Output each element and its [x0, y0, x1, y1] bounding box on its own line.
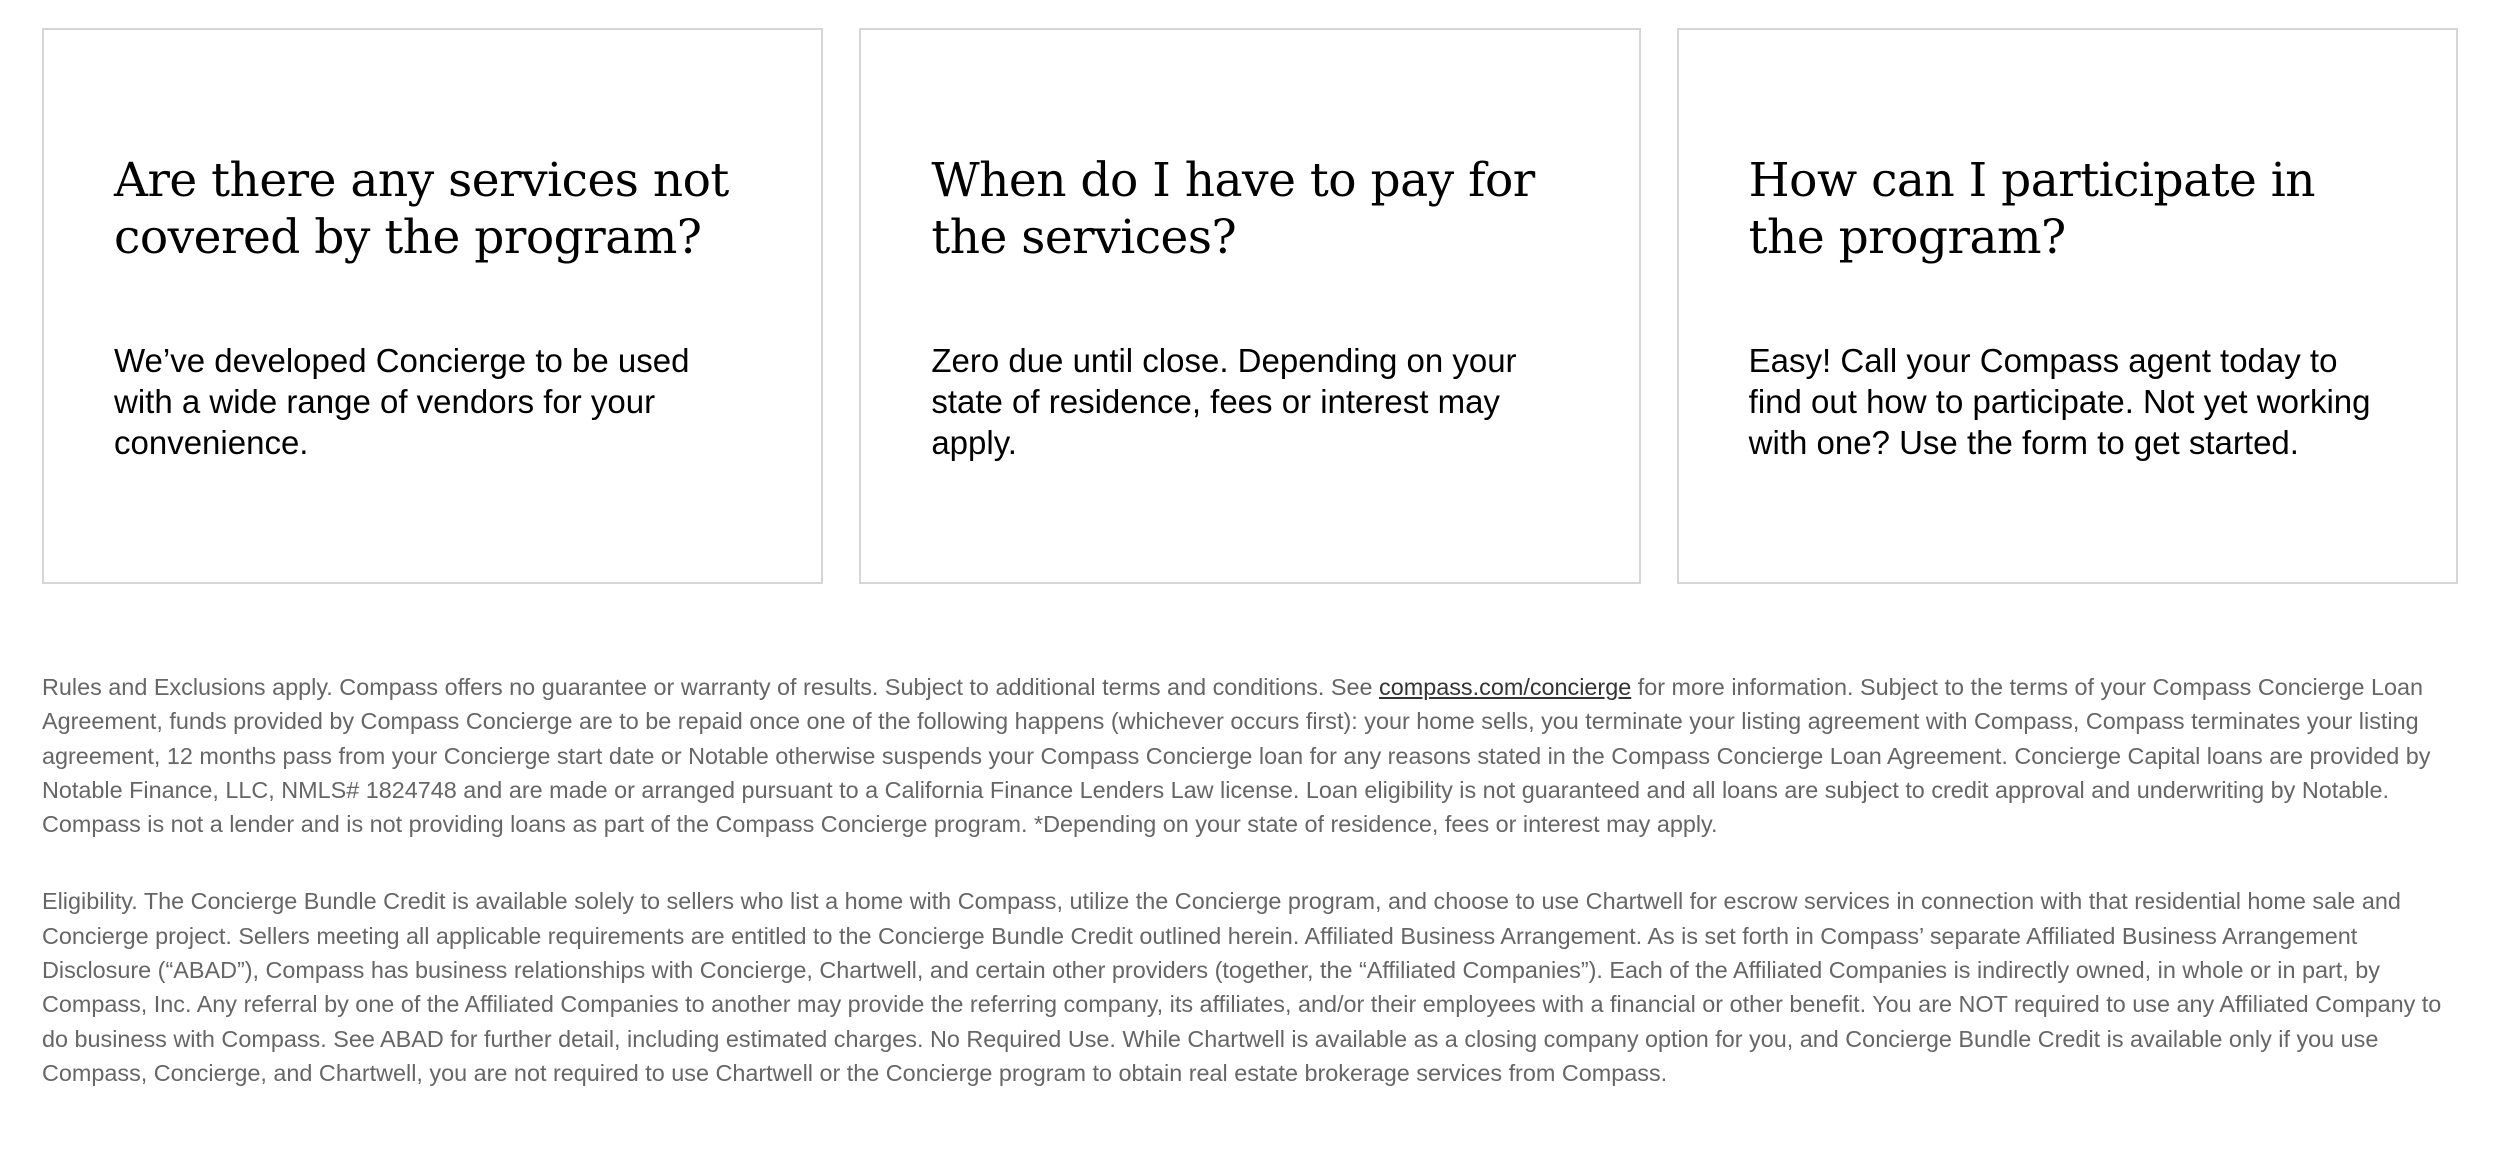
- eligibility-disclaimer: Eligibility. The Concierge Bundle Credit is available solely to sellers who list a home with Compass, utilize the Concierge program, and choose to use Chartwell for escrow services in connection with that residential home sale and Concierge project. Sellers meeting all applicable requirements are entitled to the Concierge Bundle Credit outlined herein. Affiliated Business Arrangement. As is set forth in Compass’ separate Affiliated Business Arrangement Disclosure (“ABAD”), Compass has business relationships with Concierge, Chartwell, and certain other providers (together, the “Affiliated Companies”). Each of the Affiliated Companies is indirectly owned, in whole or in part, by Compass, Inc. Any referral by one of the Affiliated Companies to another may provide the referring company, its affiliates, and/or their employees with a financial or other benefit. You are NOT required to use any Affiliated Company to do business with Compass. See ABAD for further detail, including estimated charges. No Required Use. While Chartwell is available as a closing company option for you, and Concierge Bundle Credit is available only if you use Compass, Concierge, and Chartwell, you are not required to use Chartwell or the Concierge program to obtain real estate brokerage services from Compass.: [42, 888, 2442, 1086]
- faq-answer: Zero due until close. Depending on your state of residence, fees or interest may apply.: [931, 342, 1517, 461]
- rules-text-before-link: Rules and Exclusions apply. Compass offers no guarantee or warranty of results. Subject to additional terms and conditions. See: [42, 674, 1380, 700]
- faq-answer: Easy! Call your Compass agent today to find out how to participate. Not yet working with one? Use the form to get started.: [1748, 342, 2371, 461]
- faq-card-when-to-pay: [859, 28, 1640, 584]
- faq-card-how-to-participate: [1677, 28, 2458, 584]
- faq-question: Are there any services not covered by the program?: [114, 153, 729, 265]
- faq-cards: [42, 28, 2458, 584]
- faq-card-services-not-covered: [42, 28, 823, 584]
- rules-text-after-link: for more information. Subject to the terms of your Compass Concierge Loan Agreement, funds provided by Compass Concierge are to be repaid once one of the following happens (whichever occurs first): your home sells, you terminate your listing agreement with Compass, Compass terminates your listing agreement, 12 months pass from your Concierge start date or Notable otherwise suspends your Compass Concierge loan for any reasons stated in the Compass Concierge Loan Agreement. Concierge Capital loans are provided by Notable Finance, LLC, NMLS# 1824748 and are made or arranged pursuant to a California Finance Lenders Law license. Loan eligibility is not guaranteed and all loans are subject to credit approval and underwriting by Notable. Compass is not a lender and is not providing loans as part of the Compass Concierge program. *Depending on your state of residence, fees or interest may apply.: [42, 674, 2431, 838]
- rules-disclaimer: [42, 670, 2460, 841]
- faq-question: When do I have to pay for the services?: [931, 153, 1535, 265]
- concierge-link[interactable]: compass.com/concierge: [1379, 674, 1632, 700]
- faq-question: How can I participate in the program?: [1748, 153, 2316, 265]
- faq-answer: We’ve developed Concierge to be used with a wide range of vendors for your convenience.: [114, 342, 690, 461]
- legal-disclaimers: [42, 670, 2460, 1090]
